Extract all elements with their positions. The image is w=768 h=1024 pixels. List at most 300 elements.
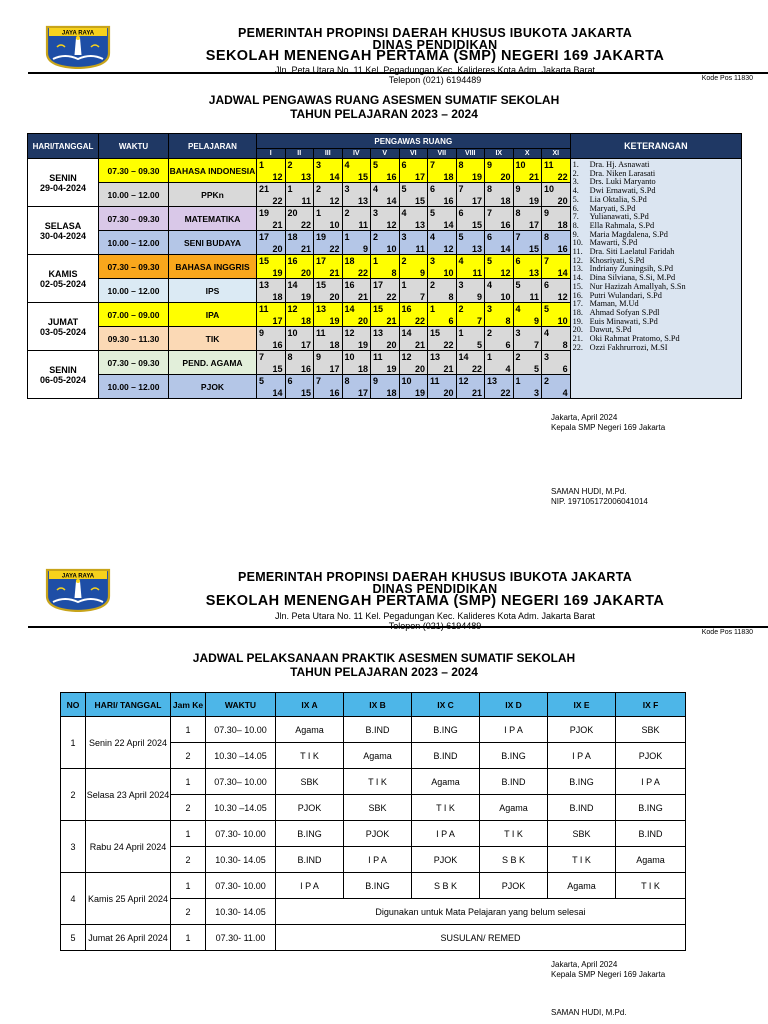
supervisor-cell (456, 231, 485, 255)
supervisor-cell (513, 303, 542, 327)
supervisor-second: 11 (529, 292, 539, 302)
supervisor-second: 8 (448, 292, 454, 302)
supervisor-cell (456, 351, 485, 375)
supervisor-cell (314, 255, 343, 279)
supervisor-second: 10 (557, 316, 568, 326)
supervisor-first: 15 (373, 304, 384, 314)
class-subject-cell: Agama (616, 847, 686, 873)
subject-cell: PEND. AGAMA (169, 351, 257, 375)
supervisor-first: 17 (373, 280, 384, 290)
supervisor-second: 6 (448, 316, 454, 326)
supervisor-cell (542, 375, 571, 399)
supervisor-second: 22 (443, 340, 454, 350)
supervisor-cell (314, 207, 343, 231)
jam-cell: 1 (171, 873, 206, 899)
supervisor-first: 14 (401, 328, 412, 338)
class-subject-cell: T I K (276, 743, 344, 769)
supervisor-cell (285, 351, 314, 375)
supervisor-first: 6 (401, 160, 407, 170)
supervisor-second: 14 (272, 388, 283, 398)
list-number: 22. (572, 342, 583, 352)
supervisor-cell (428, 327, 457, 351)
subject-cell: BAHASA INDONESIA (169, 159, 257, 183)
waktu-cell: 07.30- 11.00 (206, 925, 276, 951)
supervisor-first: 7 (316, 376, 322, 386)
list-number: 10. (572, 238, 583, 248)
supervisor-second: 10 (329, 220, 340, 230)
supervisor-first: 8 (515, 208, 521, 218)
supervisor-name: Dina Silviana, S.Si, M.Pd (589, 273, 676, 283)
supervisor-second: 20 (386, 340, 397, 350)
supervisor-cell (285, 375, 314, 399)
supervisor-second: 20 (443, 388, 454, 398)
school-title: SEKOLAH MENENGAH PERTAMA (SMP) NEGERI 169 JAKARTA (205, 593, 665, 609)
supervisor-first: 3 (316, 160, 322, 170)
supervisor-first: 2 (458, 304, 464, 314)
letterhead-2 (0, 566, 768, 636)
supervisor-second: 7 (419, 292, 425, 302)
supervisor-second: 5 (533, 364, 539, 374)
supervisor-first: 2 (515, 352, 521, 362)
supervisor-cell (428, 255, 457, 279)
supervisor-first: 6 (458, 208, 464, 218)
supervisor-cell (542, 279, 571, 303)
supervisor-first: 16 (401, 304, 412, 314)
supervisor-cell (456, 303, 485, 327)
list-number: 3. (572, 177, 579, 187)
supervisor-first: 11 (430, 376, 440, 386)
supervisor-first: 3 (401, 232, 407, 242)
supervisor-first: 12 (344, 328, 355, 338)
supervisor-second: 12 (443, 244, 454, 254)
supervisor-first: 5 (401, 184, 407, 194)
col-keterangan: KETERANGAN (570, 134, 742, 159)
supervisor-second: 21 (272, 220, 283, 230)
supervisor-first: 4 (401, 208, 407, 218)
supervisor-cell (428, 375, 457, 399)
doc1-title: JADWAL PENGAWAS RUANG ASESMEN SUMATIF SEKOLAH TAHUN PELAJARAN 2023 – 2024 (208, 93, 560, 121)
table-row (61, 769, 686, 795)
supervisor-cell (399, 303, 428, 327)
time-cell: 09.30 – 11.30 (99, 327, 169, 351)
supervisor-first: 17 (316, 256, 327, 266)
supervisor-second: 11 (301, 196, 311, 206)
class-subject-cell: PJOK (548, 717, 616, 743)
supervisor-cell (257, 255, 286, 279)
supervisor-second: 22 (357, 268, 368, 278)
supervisor-second: 18 (443, 172, 454, 182)
supervisor-first: 10 (401, 376, 412, 386)
class-subject-cell: S B K (412, 873, 480, 899)
class-subject-cell: T I K (412, 795, 480, 821)
supervisor-first: 1 (430, 304, 436, 314)
supervisor-cell (513, 159, 542, 183)
room-header: VII (428, 149, 457, 159)
supervisor-first: 8 (544, 232, 550, 242)
list-number: 20. (572, 325, 583, 335)
supervisor-second: 17 (528, 220, 539, 230)
supervisor-cell (342, 255, 371, 279)
supervisor-first: 1 (458, 328, 464, 338)
svg-text:JAYA RAYA: JAYA RAYA (61, 573, 95, 580)
list-number: 15. (572, 281, 583, 291)
supervisor-second: 20 (500, 172, 511, 182)
supervisor-second: 15 (357, 172, 368, 182)
supervisor-first: 20 (287, 208, 298, 218)
supervisor-first: 4 (544, 328, 550, 338)
supervisor-first: 3 (344, 184, 350, 194)
time-cell: 10.00 – 12.00 (99, 375, 169, 399)
list-number: 6. (572, 203, 579, 213)
supervisor-first: 3 (458, 280, 464, 290)
class-subject-cell: Agama (480, 795, 548, 821)
supervisor-cell (285, 279, 314, 303)
supervisor-second: 19 (528, 196, 539, 206)
time-cell: 10.00 – 12.00 (99, 279, 169, 303)
col-waktu: WAKTU (99, 134, 169, 159)
day-name: JUMAT (47, 316, 79, 327)
supervisor-cell (371, 279, 400, 303)
waktu-cell: 10.30- 14.05 (206, 899, 276, 925)
supervisor-cell (371, 327, 400, 351)
supervisor-second: 13 (471, 244, 482, 254)
class-subject-cell: B.IND (548, 795, 616, 821)
supervisor-first: 12 (287, 304, 298, 314)
signature-block-2: Jakarta, April 2024 Kepala SMP Negeri 169 Jakarta SAMAN HUDI, M.Pd. (551, 960, 666, 1017)
supervisor-cell (257, 351, 286, 375)
table-row (28, 159, 742, 183)
supervisor-second: 18 (557, 220, 568, 230)
supervisor-cell (542, 231, 571, 255)
time-cell: 07.30 – 09.30 (99, 351, 169, 375)
supervisor-second: 22 (272, 196, 283, 206)
praktik-schedule-table (60, 692, 686, 951)
row-number: 4 (61, 873, 86, 925)
supervisor-cell (428, 183, 457, 207)
supervisor-second: 15 (300, 388, 311, 398)
supervisor-name: Dawut, S.Pd (589, 325, 632, 335)
supervisor-cell (399, 255, 428, 279)
supervisor-first: 5 (373, 160, 379, 170)
supervisor-cell (456, 375, 485, 399)
room-header: II (285, 149, 314, 159)
waktu-cell: 07.30- 10.00 (206, 873, 276, 899)
supervisor-first: 3 (487, 304, 493, 314)
supervisor-second: 22 (471, 364, 482, 374)
list-number: 1. (572, 160, 579, 169)
supervisor-cell (428, 159, 457, 183)
supervisor-cell (257, 207, 286, 231)
list-number: 13. (572, 264, 583, 274)
supervisor-second: 18 (386, 388, 397, 398)
supervisor-name: Lia Oktalia, S.Pd (589, 194, 647, 204)
class-subject-cell: Agama (276, 717, 344, 743)
supervisor-second: 14 (500, 244, 511, 254)
supervisor-second: 12 (386, 220, 397, 230)
supervisor-first: 17 (259, 232, 270, 242)
class-subject-cell: B.ING (276, 821, 344, 847)
supervisor-name: Putri Wulandari, S.Pd (589, 290, 662, 300)
pengawas-schedule-table (27, 133, 742, 399)
supervisor-second: 15 (471, 220, 482, 230)
supervisor-name: Dwi Ernawati, S.Pd (589, 186, 656, 196)
supervisor-first: 2 (287, 160, 293, 170)
supervisor-second: 16 (443, 196, 454, 206)
supervisor-cell (371, 375, 400, 399)
supervisor-first: 4 (515, 304, 521, 314)
supervisor-cell (285, 303, 314, 327)
supervisor-first: 18 (344, 256, 355, 266)
supervisor-cell (314, 159, 343, 183)
jam-cell: 1 (171, 769, 206, 795)
supervisor-second: 8 (562, 340, 568, 350)
supervisor-second: 15 (528, 244, 539, 254)
supervisor-second: 19 (357, 340, 368, 350)
class-subject-cell: B.ING (616, 795, 686, 821)
supervisor-second: 9 (419, 268, 425, 278)
day-cell (28, 207, 99, 255)
gov-title: PEMERINTAH PROPINSI DAERAH KHUSUS IBUKOTA JAKARTA (237, 570, 633, 584)
subject-cell: PJOK (169, 375, 257, 399)
supervisor-second: 20 (414, 364, 425, 374)
jam-cell: 2 (171, 899, 206, 925)
class-subject-cell: PJOK (412, 847, 480, 873)
class-subject-cell: B.IND (616, 821, 686, 847)
supervisor-cell (456, 159, 485, 183)
supervisor-cell (342, 159, 371, 183)
waktu-cell: 07.30- 10.00 (206, 821, 276, 847)
supervisor-cell (513, 183, 542, 207)
supervisor-name: Drs. Luki Maryanto (589, 177, 656, 187)
supervisor-cell (314, 183, 343, 207)
supervisor-cell (371, 351, 400, 375)
supervisor-first: 4 (373, 184, 379, 194)
day-date: 02-05-2024 (39, 278, 87, 289)
jam-cell: 1 (171, 821, 206, 847)
supervisor-cell (542, 327, 571, 351)
supervisor-cell (257, 231, 286, 255)
letterhead-rule (28, 72, 768, 74)
column-header: HARI/ TANGGAL (86, 693, 171, 717)
supervisor-cell (342, 207, 371, 231)
supervisor-cell (456, 279, 485, 303)
supervisor-second: 13 (414, 220, 425, 230)
supervisor-first: 12 (401, 352, 412, 362)
supervisor-second: 21 (386, 316, 397, 326)
day-cell (28, 255, 99, 303)
supervisor-second: 13 (528, 268, 539, 278)
supervisor-second: 21 (443, 364, 454, 374)
supervisor-name: Euis Minawati, S.Pd (589, 316, 658, 326)
signature-block-1: Jakarta, April 2024 Kepala SMP Negeri 169 Jakarta SAMAN HUDI, M.Pd. NIP. 197105172006041014 (551, 413, 666, 506)
dept-title: DINAS PENDIDIKAN (372, 582, 498, 596)
list-number: 2. (572, 168, 579, 178)
supervisor-first: 9 (316, 352, 322, 362)
supervisor-second: 20 (329, 292, 340, 302)
list-item (573, 344, 742, 353)
supervisor-cell (342, 327, 371, 351)
class-subject-cell: PJOK (276, 795, 344, 821)
supervisor-cell (371, 231, 400, 255)
jam-cell: 2 (171, 795, 206, 821)
supervisor-second: 12 (329, 196, 340, 206)
letterhead-1 (0, 23, 768, 89)
supervisor-cell (257, 183, 286, 207)
supervisor-cell (456, 255, 485, 279)
supervisor-cell (513, 375, 542, 399)
supervisor-first: 9 (515, 184, 521, 194)
supervisor-cell (456, 327, 485, 351)
column-header: IX D (480, 693, 548, 717)
supervisor-second: 4 (562, 388, 568, 398)
supervisor-second: 19 (300, 292, 311, 302)
supervisor-second: 16 (300, 364, 311, 374)
class-subject-cell: B.IND (480, 769, 548, 795)
day-cell (28, 303, 99, 351)
supervisor-first: 7 (544, 256, 550, 266)
supervisor-second: 9 (362, 244, 368, 254)
supervisor-cell (485, 279, 514, 303)
supervisor-second: 18 (500, 196, 511, 206)
day-cell: Rabu 24 April 2024 (86, 821, 171, 873)
supervisor-first: 13 (430, 352, 441, 362)
supervisor-second: 19 (414, 388, 425, 398)
column-header: IX E (548, 693, 616, 717)
list-number: 11. (572, 247, 583, 257)
supervisor-second: 20 (357, 316, 368, 326)
supervisor-second: 9 (476, 292, 482, 302)
supervisor-second: 17 (300, 340, 311, 350)
class-subject-cell: B.IND (276, 847, 344, 873)
class-subject-cell: B.ING (344, 873, 412, 899)
supervisor-cell (399, 375, 428, 399)
waktu-cell: 10.30- 14.05 (206, 847, 276, 873)
supervisor-second: 21 (357, 292, 368, 302)
supervisor-cell (257, 159, 286, 183)
supervisor-name: Indriany Zuningsih, S.Pd (589, 264, 674, 274)
list-number: 5. (572, 194, 579, 204)
supervisor-name: Dra. Siti Laelatul Faridah (589, 247, 675, 257)
supervisor-first: 7 (458, 184, 464, 194)
supervisor-first: 1 (287, 184, 293, 194)
subject-cell: PPKn (169, 183, 257, 207)
supervisor-first: 11 (316, 328, 326, 338)
supervisor-first: 13 (259, 280, 270, 290)
supervisor-cell (285, 231, 314, 255)
supervisor-name: Mawarti, S.Pd (589, 238, 638, 248)
supervisor-cell (428, 351, 457, 375)
table-row (61, 821, 686, 847)
supervisor-cell (542, 207, 571, 231)
list-number: 9. (572, 229, 579, 239)
day-cell: Jumat 26 April 2024 (86, 925, 171, 951)
supervisor-second: 7 (533, 340, 539, 350)
supervisor-second: 16 (329, 388, 340, 398)
supervisor-second: 6 (562, 364, 568, 374)
supervisor-first: 13 (487, 376, 498, 386)
supervisor-second: 19 (386, 364, 397, 374)
supervisor-cell (485, 303, 514, 327)
supervisor-cell (314, 327, 343, 351)
supervisor-first: 2 (316, 184, 322, 194)
supervisor-first: 9 (487, 160, 493, 170)
supervisor-first: 16 (344, 280, 355, 290)
supervisor-second: 17 (272, 316, 283, 326)
supervisor-first: 1 (515, 376, 521, 386)
supervisor-first: 13 (373, 328, 384, 338)
column-header: IX C (412, 693, 480, 717)
supervisor-first: 4 (344, 160, 350, 170)
supervisor-second: 13 (300, 172, 311, 182)
supervisor-cell (285, 183, 314, 207)
supervisor-first: 2 (401, 256, 407, 266)
supervisor-cell (371, 303, 400, 327)
supervisor-cell (456, 183, 485, 207)
supervisor-second: 22 (329, 244, 340, 254)
postal-code: Kode Pos 11830 (701, 629, 753, 636)
supervisor-second: 10 (386, 244, 397, 254)
supervisor-first: 1 (373, 256, 379, 266)
supervisor-first: 15 (259, 256, 270, 266)
supervisor-second: 19 (329, 316, 340, 326)
supervisor-cell (314, 231, 343, 255)
supervisor-second: 16 (272, 340, 283, 350)
supervisor-first: 4 (430, 232, 436, 242)
room-header: III (314, 149, 343, 159)
day-cell: Kamis 25 April 2024 (86, 873, 171, 925)
supervisor-second: 16 (557, 244, 568, 254)
supervisor-cell (456, 207, 485, 231)
supervisor-second: 6 (505, 340, 511, 350)
waktu-cell: 10.30 –14.05 (206, 743, 276, 769)
supervisor-second: 11 (472, 268, 482, 278)
supervisor-first: 7 (515, 232, 521, 242)
supervisor-first: 5 (259, 376, 265, 386)
supervisor-cell (542, 255, 571, 279)
day-cell (28, 351, 99, 399)
list-number: 7. (572, 212, 579, 222)
class-subject-cell: B.IND (412, 743, 480, 769)
gov-title: PEMERINTAH PROPINSI DAERAH KHUSUS IBUKOTA JAKARTA (237, 26, 633, 40)
day-name: SELASA (44, 220, 82, 231)
school-address: Jln. Peta Utara No. 11 Kel. Pegadungan Kec. Kalideres Kota Adm. Jakarta Barat Telepon (021) 6194489 (274, 65, 596, 85)
class-subject-cell: Agama (344, 743, 412, 769)
supervisor-second: 14 (443, 220, 454, 230)
merged-note: SUSULAN/ REMED (276, 925, 686, 951)
supervisor-cell (371, 207, 400, 231)
table-row (61, 873, 686, 899)
row-number: 1 (61, 717, 86, 769)
jam-cell: 1 (171, 717, 206, 743)
day-name: SENIN (49, 172, 77, 183)
list-number: 16. (572, 290, 583, 300)
supervisor-name: Nur Hazizah Amallyah, S.Sn (589, 281, 686, 291)
supervisor-cell (285, 327, 314, 351)
day-cell: Senin 22 April 2024 (86, 717, 171, 769)
supervisor-cell (513, 231, 542, 255)
supervisor-first: 1 (487, 352, 493, 362)
supervisor-cell (428, 303, 457, 327)
supervisor-cell (314, 375, 343, 399)
supervisor-list (571, 159, 742, 352)
class-subject-cell: B.ING (548, 769, 616, 795)
supervisor-first: 14 (344, 304, 355, 314)
supervisor-first: 6 (287, 376, 293, 386)
supervisor-cell (485, 207, 514, 231)
jakarta-emblem-icon (43, 568, 113, 612)
supervisor-cell (399, 351, 428, 375)
merged-note: Digunakan untuk Mata Pelajaran yang belum selesai (276, 899, 686, 925)
